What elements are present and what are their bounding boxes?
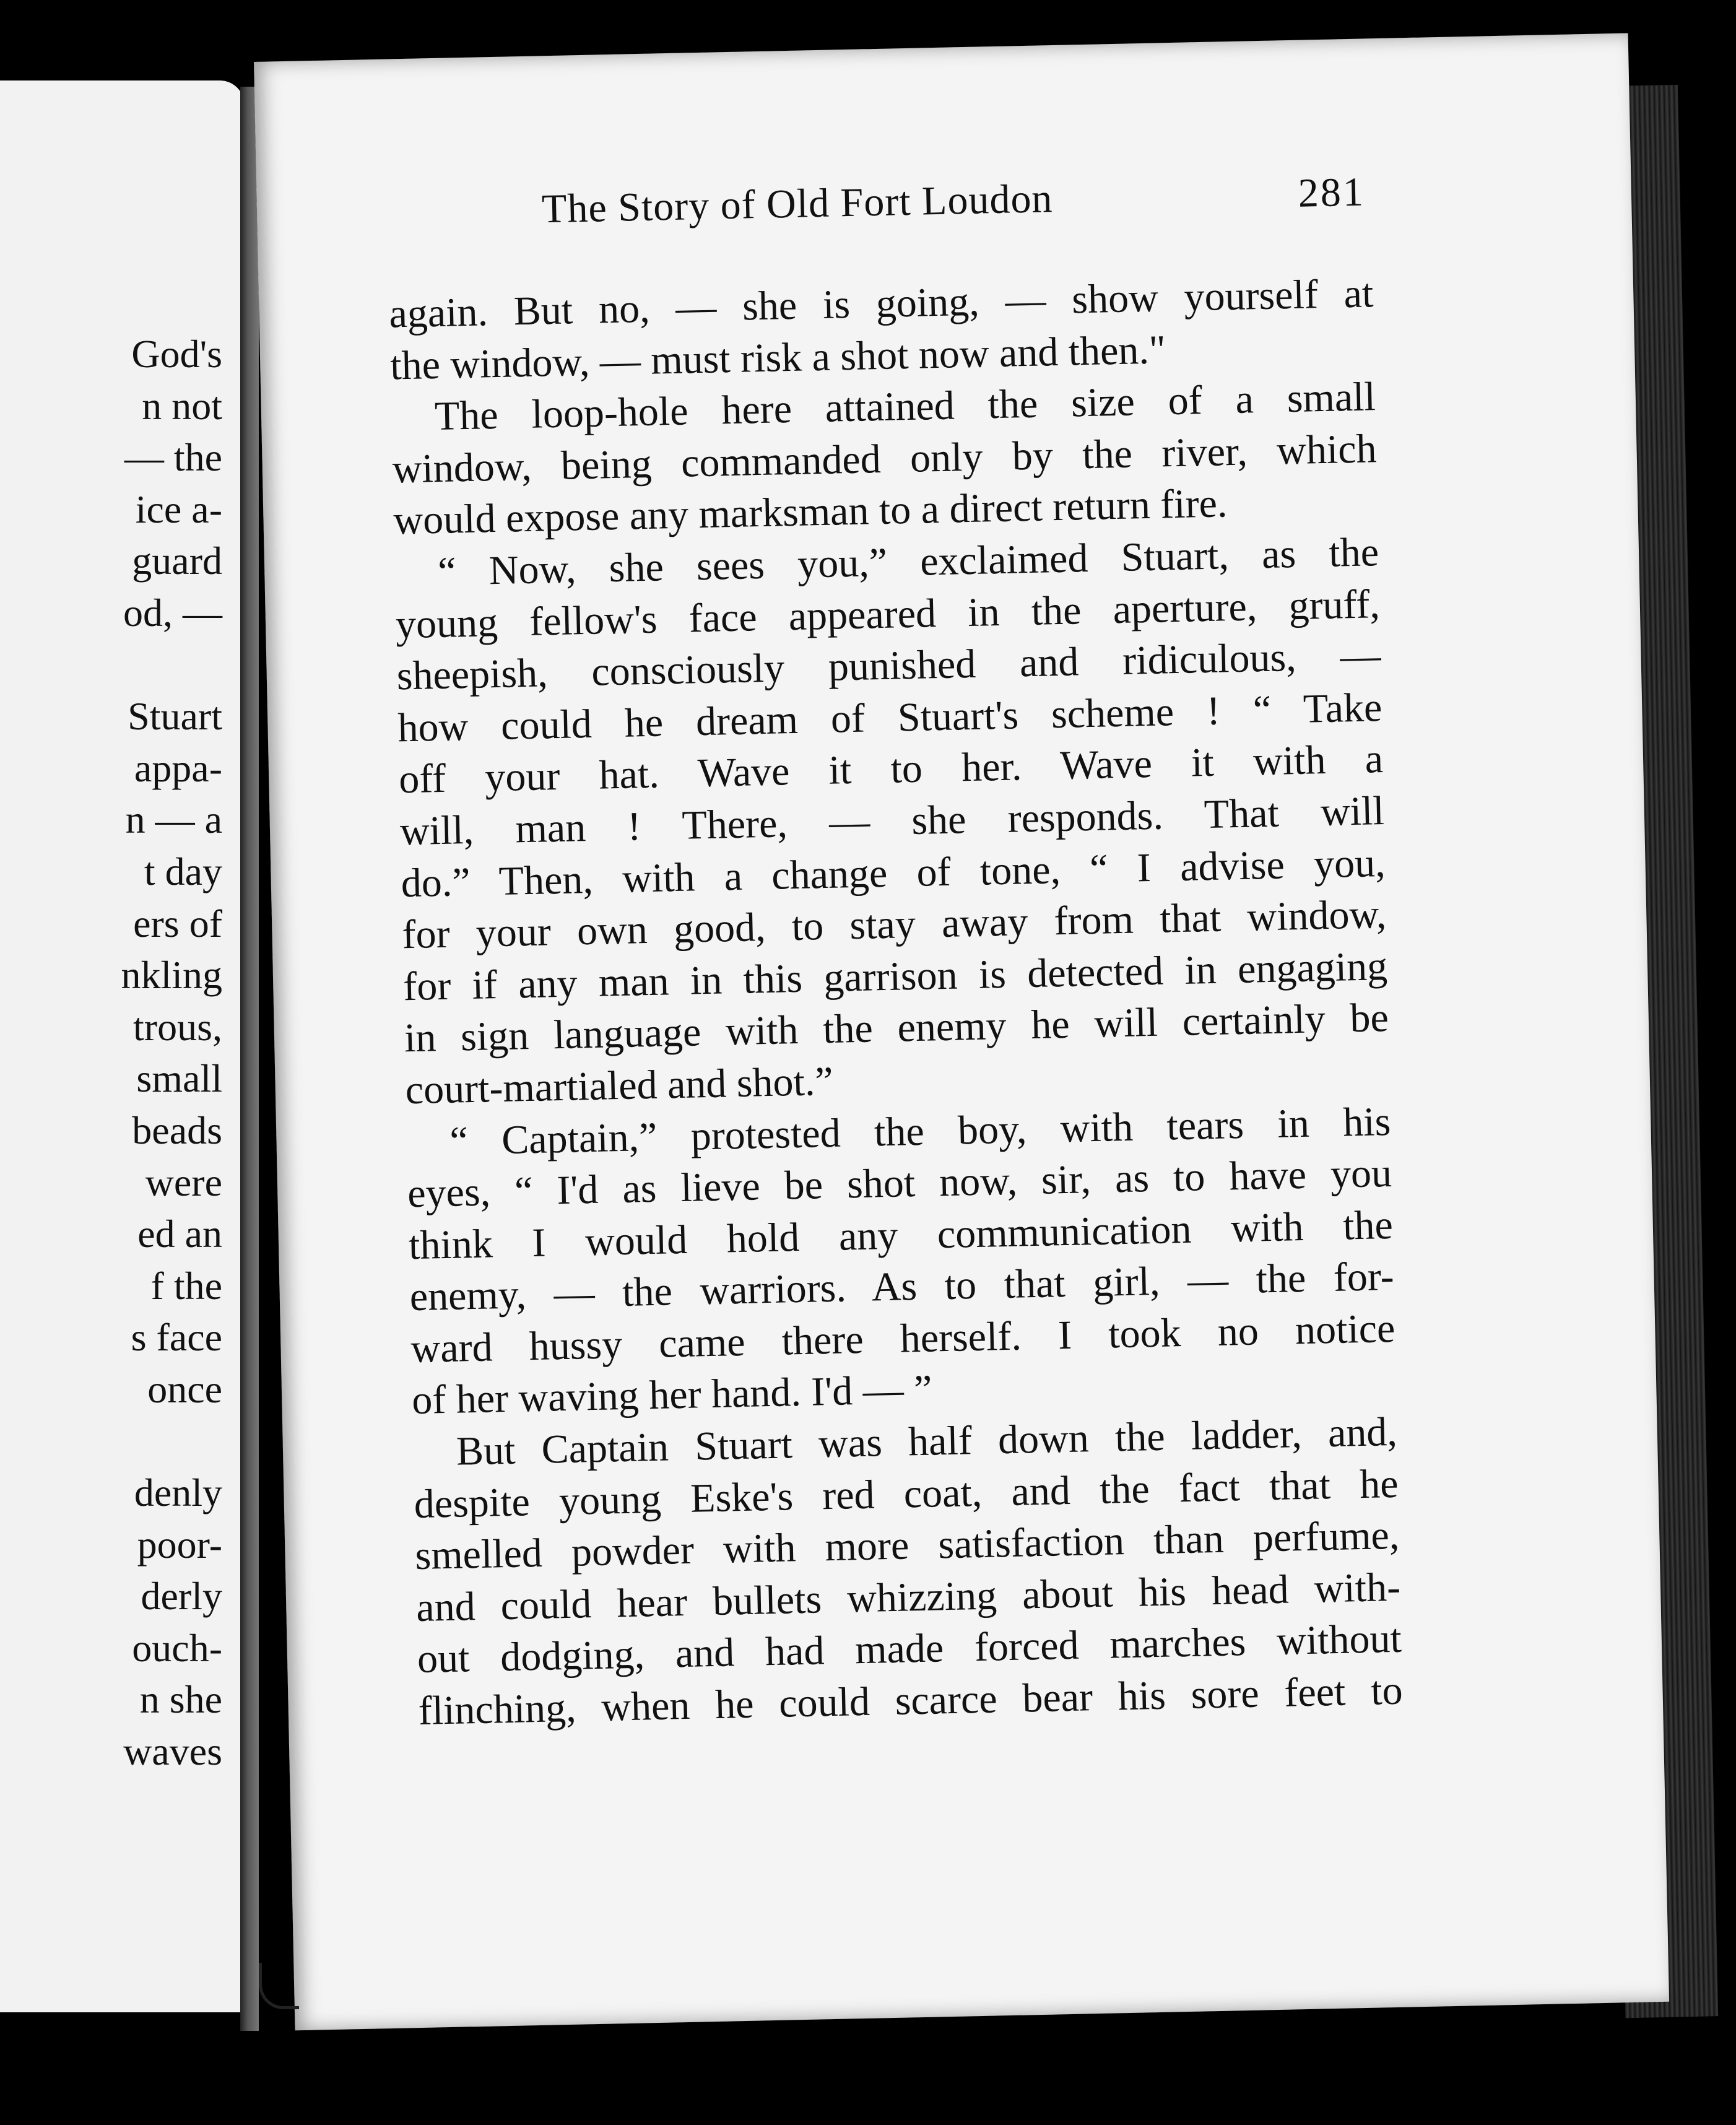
text-line: out dodging, and had made forced marches without <box>417 1616 1402 1682</box>
left-page-line: ed an <box>137 1212 222 1256</box>
paragraph <box>391 371 1378 547</box>
left-page-line: appa- <box>134 745 222 790</box>
left-page-line: t day <box>144 849 222 893</box>
binding-corner <box>259 1963 299 2009</box>
text-line: enemy, — the warriors. As to that girl, — the for- <box>409 1254 1395 1320</box>
text-line: But Captain Stuart was half down the ladder, and, <box>456 1409 1398 1474</box>
left-page-line: waves <box>123 1729 222 1774</box>
text-line: will, man ! There, — she responds. That will <box>399 788 1385 854</box>
paragraph <box>394 526 1390 1116</box>
left-page-line: Stuart <box>128 694 222 739</box>
text-line: flinching, when he could scarce bear his sore feet to <box>418 1667 1404 1734</box>
text-line: of her waving her hand. I'd — ” <box>411 1367 933 1423</box>
left-page-gap <box>121 1415 222 1467</box>
left-page-line: beads <box>132 1108 222 1152</box>
text-line: “ Captain,” protested the boy, with tears in his <box>449 1098 1391 1164</box>
paragraph <box>389 267 1375 391</box>
left-page-line: poor- <box>137 1522 222 1567</box>
text-line: would expose any marksman to a direct return fire. <box>393 480 1228 544</box>
left-page-line: f the <box>150 1263 222 1308</box>
text-line: window, being commanded only by the river, which <box>392 425 1378 492</box>
left-page-line: ice a- <box>135 487 222 531</box>
left-page-line: God's <box>131 332 222 376</box>
left-page-line: were <box>145 1160 222 1204</box>
left-page-line: guard <box>132 539 222 583</box>
text-line: how could he dream of Stuart's scheme ! “ Take <box>397 684 1382 751</box>
text-line: for if any man in this garrison is detected in engaging <box>402 943 1388 1009</box>
left-page-text <box>121 328 222 1778</box>
paragraph <box>406 1095 1397 1427</box>
text-line: do.” Then, with a change of tone, “ I advise you, <box>401 840 1386 906</box>
text-line: and could hear bullets whizzing about his head with- <box>415 1564 1401 1630</box>
page-number: 281 <box>1298 169 1366 216</box>
paragraph <box>412 1406 1403 1737</box>
text-line: eyes, “ I'd as lieve be shot now, sir, as to have you <box>407 1150 1392 1217</box>
left-page-line: ouch- <box>132 1625 222 1670</box>
left-page-line: once <box>147 1367 222 1411</box>
text-line: again. But no, — she is going, — show yourself at <box>388 271 1374 337</box>
text-line: despite young Eske's red coat, and the fact that he <box>414 1461 1399 1527</box>
book-gutter <box>240 87 259 2031</box>
text-line: sheepish, consciously punished and ridiculous, — <box>396 633 1382 699</box>
text-line: think I would hold any communication with the <box>408 1202 1394 1268</box>
running-head <box>541 168 1365 233</box>
left-page-line: derly <box>141 1574 222 1619</box>
running-title: The Story of Old Fort Loudon <box>541 176 1054 232</box>
left-facing-page <box>0 80 245 2012</box>
left-page-line: n she <box>139 1677 222 1722</box>
right-page <box>254 33 1669 2031</box>
left-page-line: denly <box>134 1471 222 1515</box>
text-line: for your own good, to stay away from that window, <box>401 892 1387 958</box>
text-line: off your hat. Wave it to her. Wave it with a <box>398 736 1384 802</box>
text-line: ward hussy came there herself. I took no notice <box>410 1305 1396 1372</box>
left-page-line: nkling <box>121 953 222 997</box>
left-page-line: trous, <box>133 1004 222 1049</box>
body-text <box>389 267 1404 1737</box>
left-page-line: n — a <box>125 797 222 842</box>
text-line: young fellow's face appeared in the aperture, gruff, <box>395 581 1381 647</box>
left-page-line: n not <box>142 383 222 428</box>
left-page-line: — the <box>124 435 222 480</box>
text-line: smelled powder with more satisfaction than perfume, <box>414 1513 1400 1579</box>
left-page-line: ers of <box>133 901 222 945</box>
text-line: court-martialed and shot.” <box>405 1058 834 1113</box>
text-line: “ Now, she sees you,” exclaimed Stuart, as the <box>437 529 1379 594</box>
left-page-line: small <box>136 1056 222 1101</box>
text-line: The loop-hole here attained the size of a small <box>434 374 1376 440</box>
text-line: the window, — must risk a shot now and then." <box>389 326 1166 389</box>
left-page-line: od, — <box>123 590 222 635</box>
text-line: in sign language with the enemy he will certainly be <box>404 995 1389 1061</box>
left-page-line: s face <box>131 1315 222 1360</box>
left-page-gap <box>121 639 222 691</box>
